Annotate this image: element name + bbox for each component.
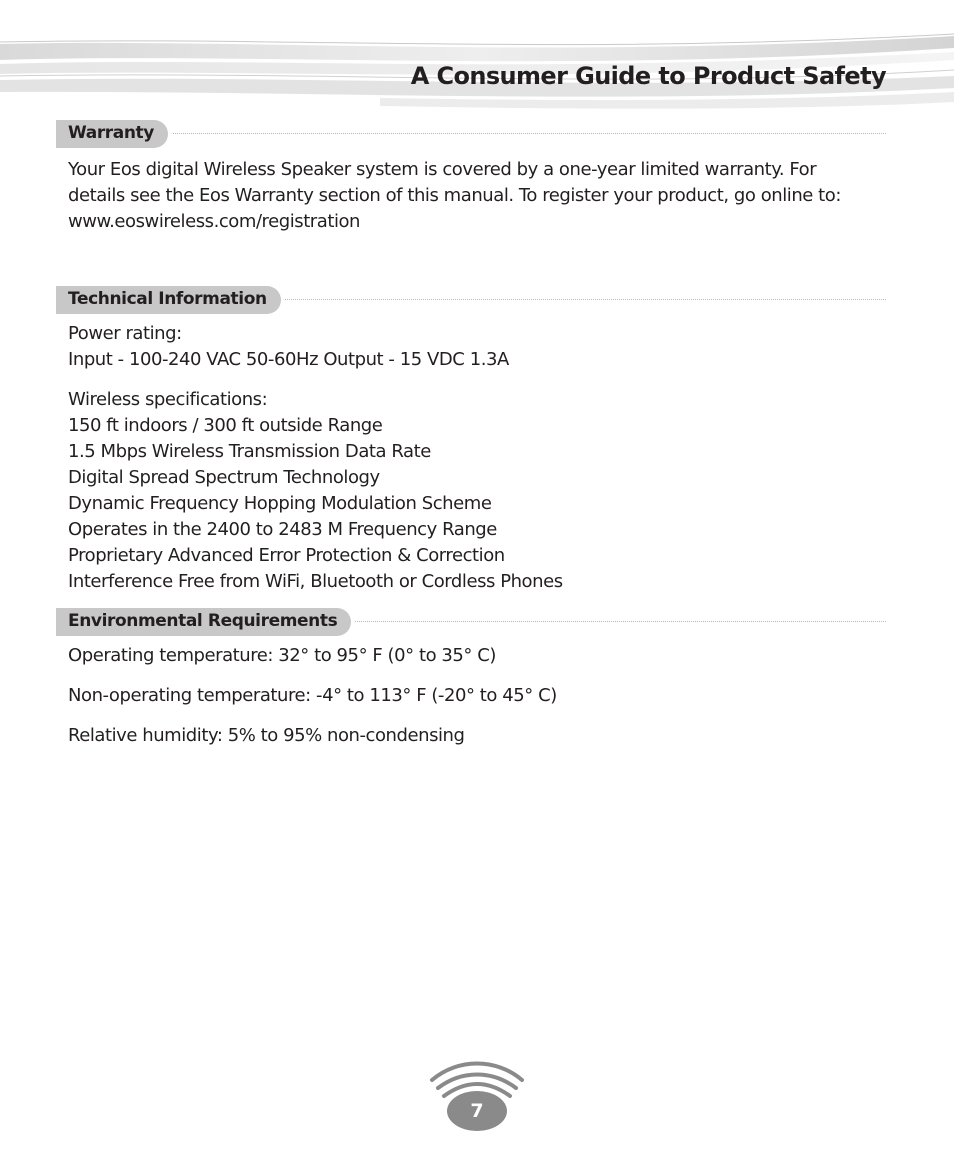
- page-number: 7: [470, 1100, 484, 1122]
- wireless-spec-item: Dynamic Frequency Hopping Modulation Scheme: [68, 493, 492, 514]
- technical-section: [56, 286, 886, 595]
- warranty-section: [56, 120, 886, 235]
- environmental-section: [56, 608, 886, 749]
- section-header: [56, 608, 886, 636]
- wireless-spec-item: Interference Free from WiFi, Bluetooth or Cordless Phones: [68, 571, 563, 592]
- wireless-spec-item: 1.5 Mbps Wireless Transmission Data Rate: [68, 441, 431, 462]
- operating-temperature: Operating temperature: 32° to 95° F (0° to 35° C): [68, 645, 496, 666]
- power-rating-label: Power rating:: [68, 323, 182, 344]
- section-heading-warranty: Warranty: [56, 120, 168, 148]
- wireless-spec-item: Proprietary Advanced Error Protection & Correction: [68, 545, 505, 566]
- dotted-divider: [56, 133, 886, 134]
- warranty-text-line: Your Eos digital Wireless Speaker system is covered by a one-year limited warranty. For: [68, 159, 817, 180]
- relative-humidity: Relative humidity: 5% to 95% non-condensing: [68, 725, 465, 746]
- power-rating-value: Input - 100-240 VAC 50-60Hz Output - 15 VDC 1.3A: [68, 349, 509, 370]
- warranty-url: www.eoswireless.com/registration: [68, 211, 361, 232]
- page-title: A Consumer Guide to Product Safety: [410, 62, 886, 90]
- wireless-specs-label: Wireless specifications:: [68, 389, 268, 410]
- wireless-spec-item: Operates in the 2400 to 2483 M Frequency Range: [68, 519, 497, 540]
- wireless-spec-item: 150 ft indoors / 300 ft outside Range: [68, 415, 383, 436]
- section-heading-environmental: Environmental Requirements: [56, 608, 351, 636]
- wireless-spec-item: Digital Spread Spectrum Technology: [68, 467, 380, 488]
- warranty-text-line: details see the Eos Warranty section of this manual. To register your product, go online to:: [68, 185, 841, 206]
- section-header: [56, 120, 886, 148]
- section-heading-technical: Technical Information: [56, 286, 281, 314]
- section-header: [56, 286, 886, 314]
- non-operating-temperature: Non-operating temperature: -4° to 113° F (-20° to 45° C): [68, 685, 557, 706]
